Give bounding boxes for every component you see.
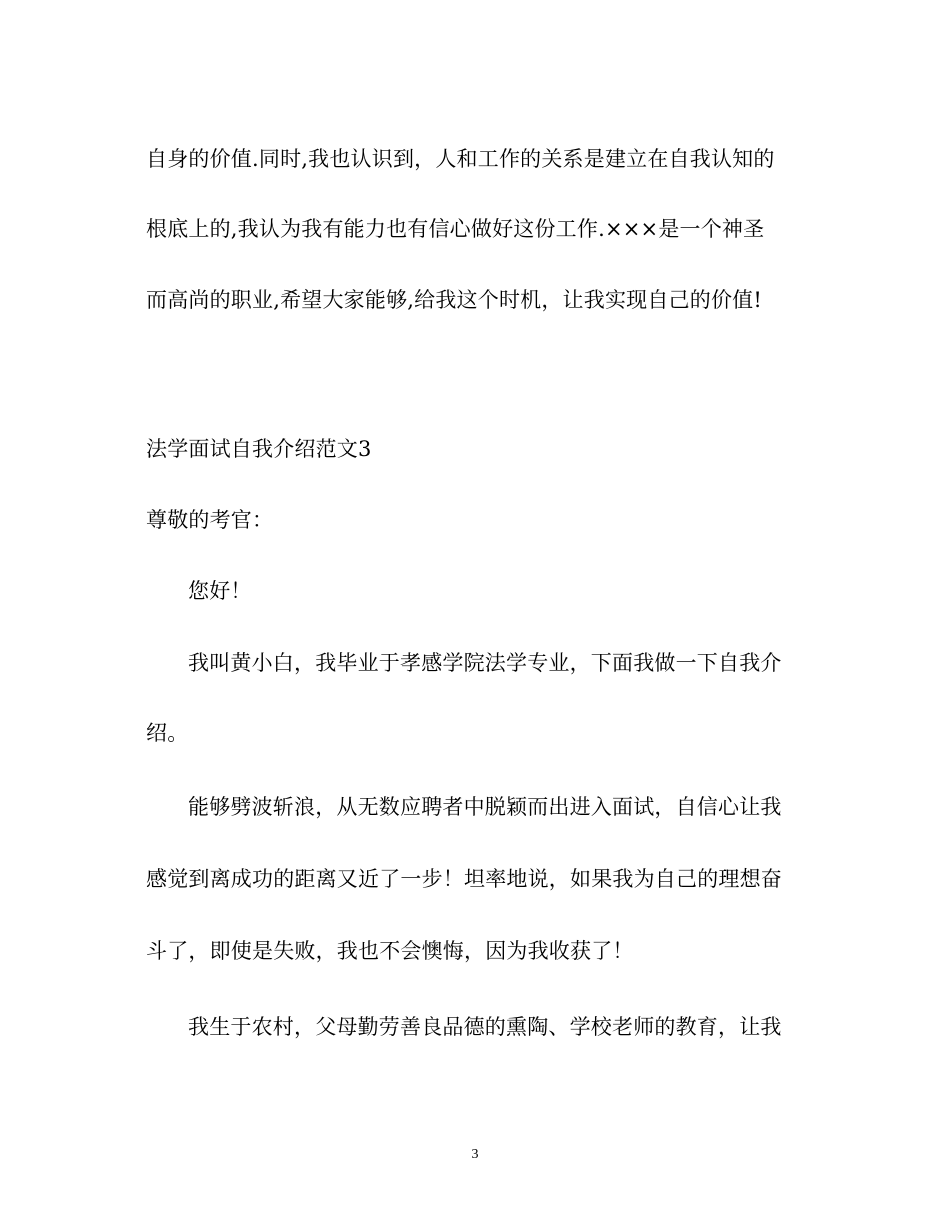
body-text-line: 而高尚的职业,希望大家能够,给我这个时机，让我实现自己的价值! — [146, 288, 762, 312]
body-text-line: 斗了，即使是失败，我也不会懊悔，因为我收获了！ — [146, 939, 634, 963]
greeting: 您好！ — [188, 579, 252, 603]
body-text-line: 感觉到离成功的距离又近了一步！坦率地说，如果我为自己的理想奋 — [146, 867, 782, 891]
body-text-line: 自身的价值.同时,我也认识到，人和工作的关系是建立在自我认知的 — [146, 147, 775, 171]
page-number: 3 — [471, 1147, 479, 1162]
body-text-line: 能够劈波斩浪，从无数应聘者中脱颖而出进入面试，自信心让我 — [188, 795, 782, 819]
body-text-line: 我生于农村，父母勤劳善良品德的熏陶、学校老师的教育，让我 — [188, 1015, 782, 1039]
body-text-line: 我叫黄小白，我毕业于孝感学院法学专业，下面我做一下自我介 — [188, 651, 782, 675]
salutation: 尊敬的考官： — [146, 508, 274, 532]
section-heading: 法学面试自我介绍范文3 — [146, 437, 372, 461]
body-text-line: 根底上的,我认为我有能力也有信心做好这份工作.×××是一个神圣 — [146, 217, 765, 241]
body-text-line: 绍。 — [146, 721, 189, 745]
